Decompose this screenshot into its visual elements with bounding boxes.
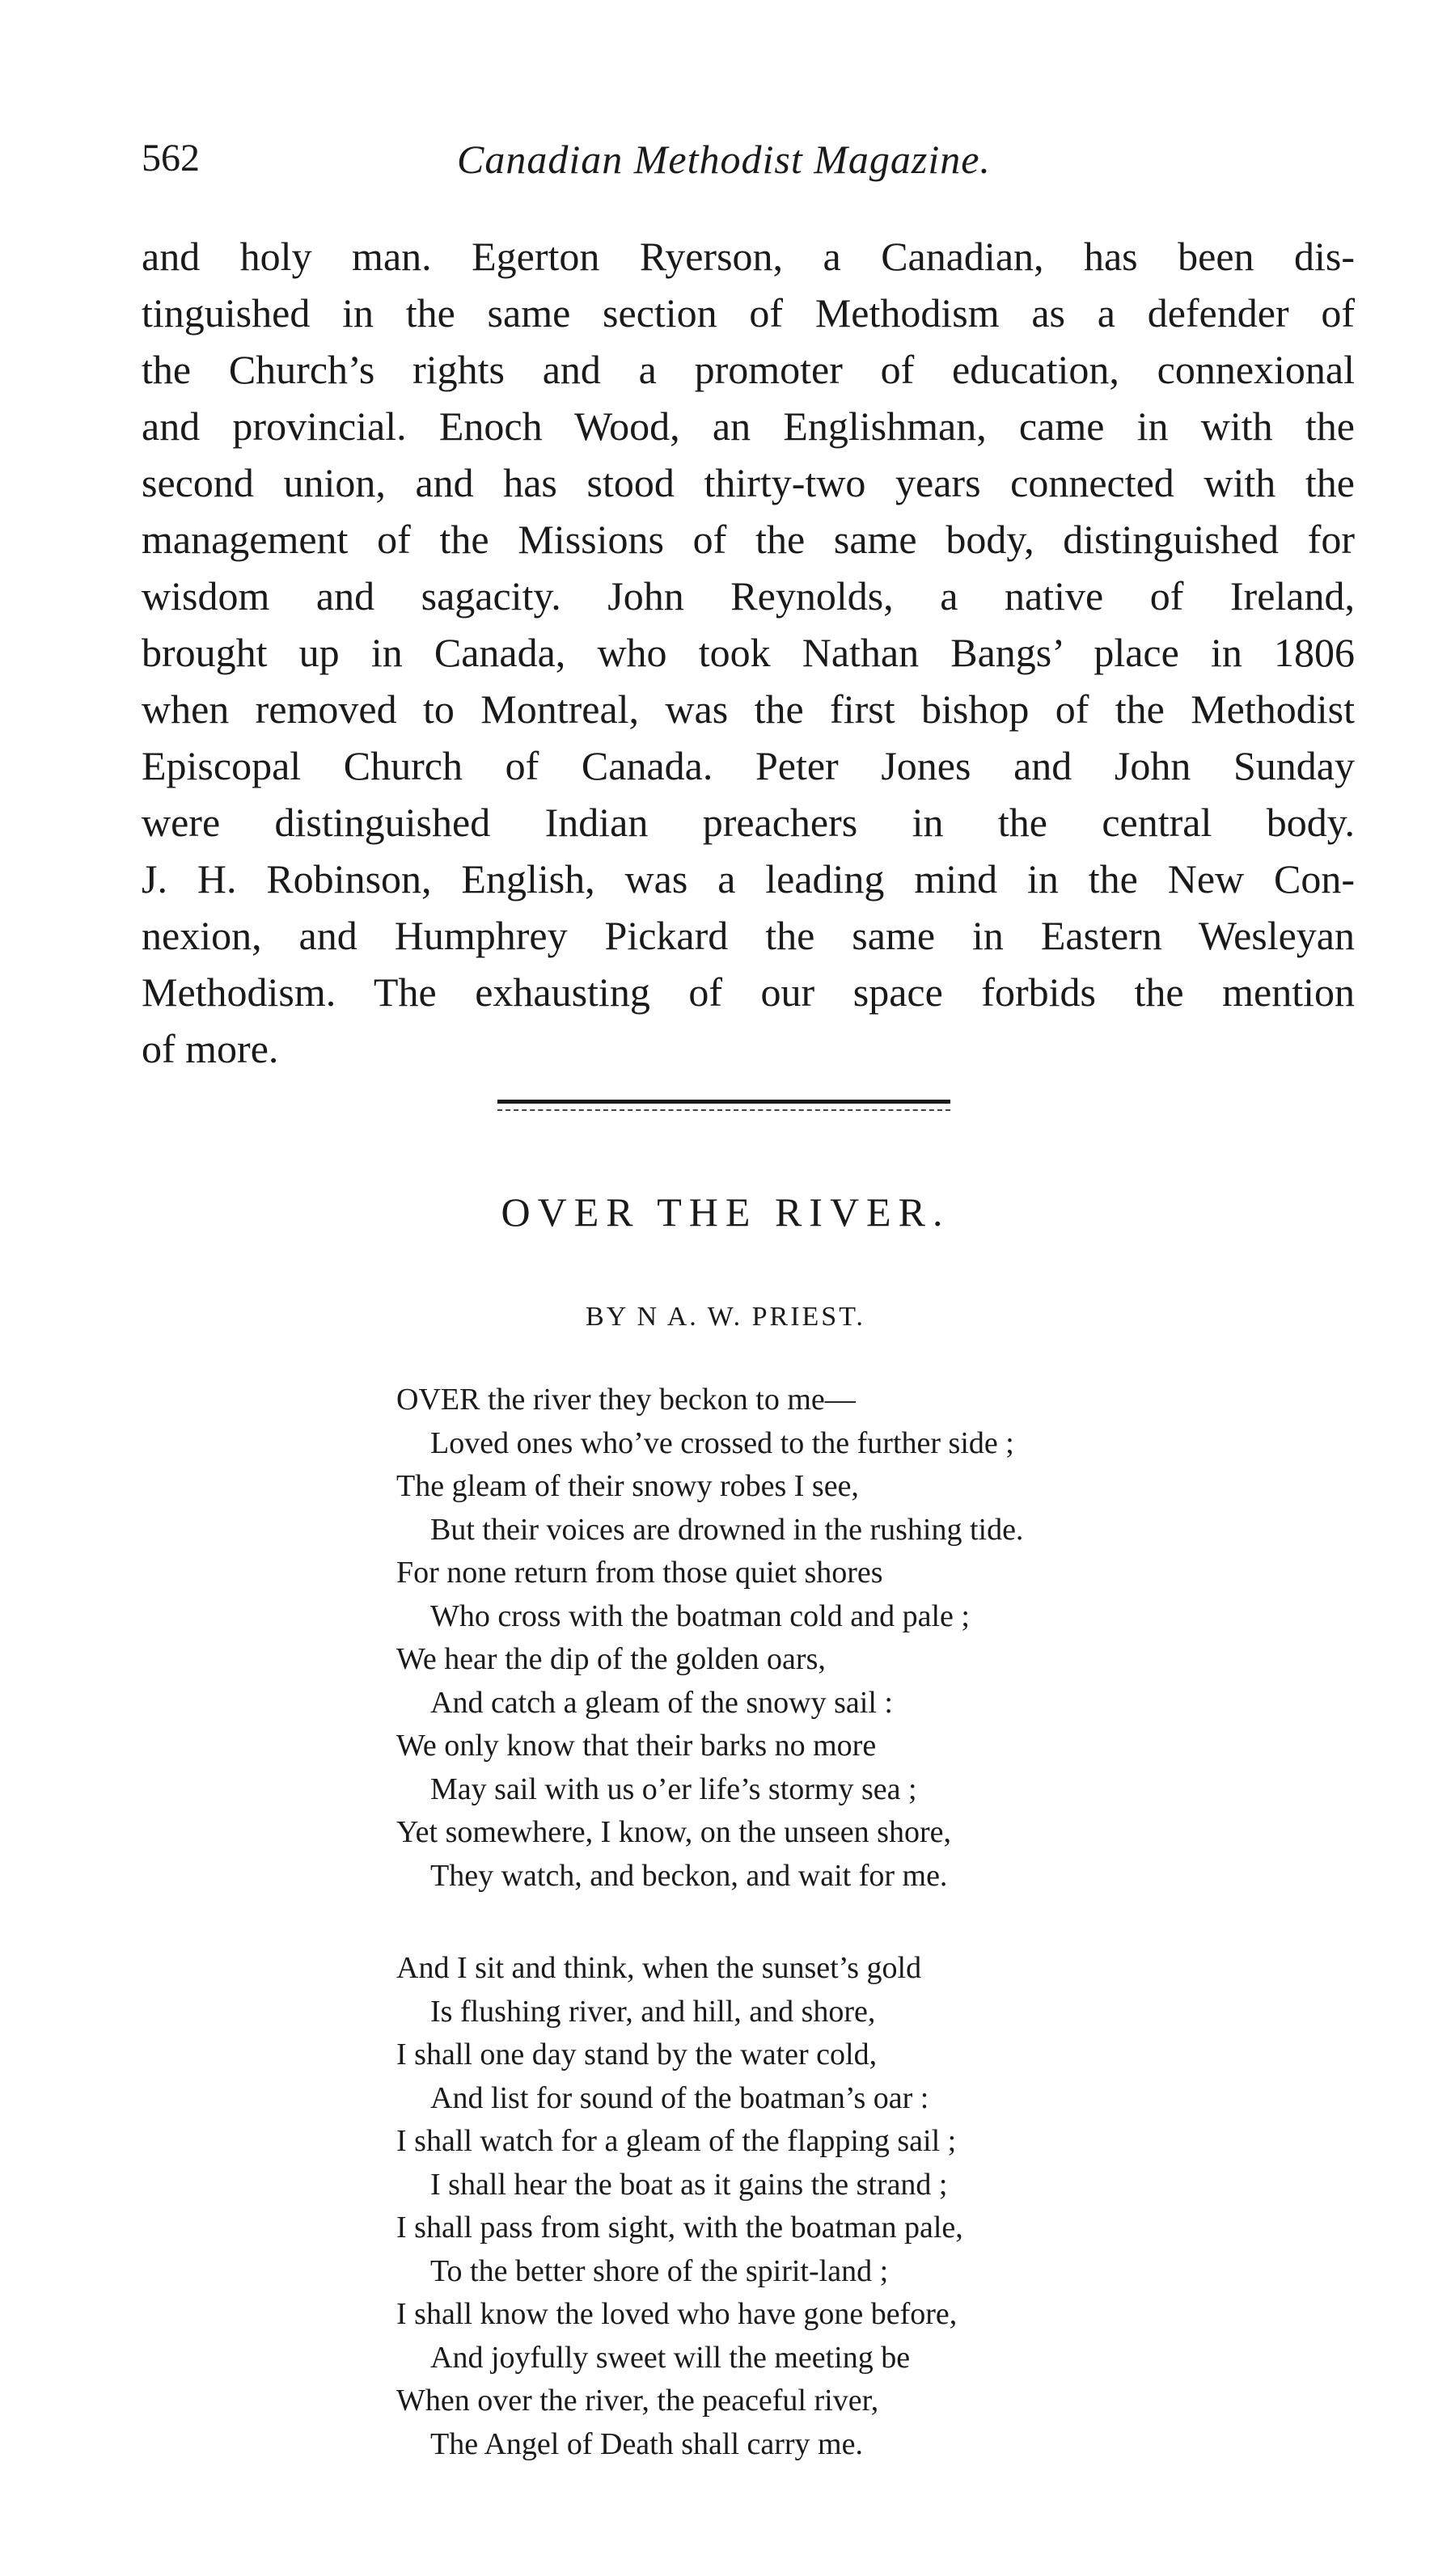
- article-line: wisdom and sagacity. John Reynolds, a native of Ireland,: [142, 573, 1355, 619]
- verse-line: When over the river, the peaceful river,: [396, 2384, 879, 2418]
- verse-line: For none return from those quiet shores: [396, 1556, 883, 1590]
- poem-stanza-1: [396, 1379, 1246, 1898]
- verse-line: We hear the dip of the golden oars,: [396, 1642, 826, 1676]
- verse-line: The Angel of Death shall carry me.: [430, 2426, 863, 2461]
- page-number: 562: [142, 137, 200, 179]
- poem-byline: BY N A. W. PRIEST.: [586, 1302, 865, 1332]
- article-line: Methodism. The exhausting of our space forbids the mention: [142, 969, 1355, 1015]
- divider-thick-line: [497, 1100, 950, 1104]
- verse-line: Loved ones who’ve crossed to the further side ;: [430, 1425, 1014, 1460]
- verse-line: To the better shore of the spirit-land ;: [430, 2253, 889, 2288]
- divider-thin-line: [497, 1109, 950, 1113]
- verse-line: I shall watch for a gleam of the flapping sail ;: [396, 2124, 957, 2158]
- verse-line: Is flushing river, and hill, and shore,: [430, 1994, 876, 2029]
- article-line: second union, and has stood thirty-two years connected with the: [142, 460, 1355, 505]
- verse-line: And list for sound of the boatman’s oar :: [430, 2080, 929, 2115]
- verse-line: Who cross with the boatman cold and pale ;: [430, 1598, 970, 1633]
- verse-line: And catch a gleam of the snowy sail :: [430, 1685, 893, 1720]
- article-text: [142, 228, 1355, 1077]
- verse-line: I shall know the loved who have gone before,: [396, 2297, 958, 2331]
- poem-title: OVER THE RIVER.: [501, 1189, 950, 1235]
- section-divider-rule: [497, 1100, 950, 1113]
- verse-line: We only know that their barks no more: [396, 1729, 877, 1763]
- article-line: tinguished in the same section of Methodism as a defender of: [142, 290, 1355, 336]
- article-line: when removed to Montreal, was the first bishop of the Methodist: [142, 686, 1355, 732]
- verse-line: I shall pass from sight, with the boatman pale,: [396, 2211, 963, 2244]
- verse-line: And I sit and think, when the sunset’s gold: [396, 1951, 922, 1985]
- article-line: nexion, and Humphrey Pickard the same in Eastern Wesleyan: [142, 913, 1355, 958]
- verse-line: I shall one day stand by the water cold,: [396, 2038, 878, 2071]
- verse-line: But their voices are drowned in the rushing tide.: [430, 1512, 1024, 1547]
- article-line: brought up in Canada, who took Nathan Bangs’ place in 1806: [142, 630, 1355, 675]
- verse-line: I shall hear the boat as it gains the strand ;: [430, 2167, 948, 2202]
- verse-line: They watch, and beckon, and wait for me.: [430, 1858, 948, 1893]
- verse-line: OVER the river they beckon to me—: [396, 1383, 856, 1417]
- running-head: [142, 136, 1322, 192]
- article-line: and holy man. Egerton Ryerson, a Canadian, has been dis-: [142, 234, 1355, 279]
- verse-line: May sail with us o’er life’s stormy sea ;: [430, 1772, 917, 1806]
- article-line: J. H. Robinson, English, was a leading mind in the New Con-: [142, 856, 1355, 902]
- article-line: were distinguished Indian preachers in the central body.: [142, 800, 1355, 845]
- article-line: the Church’s rights and a promoter of education, connexional: [142, 347, 1355, 392]
- verse-line: Yet somewhere, I know, on the unseen shore,: [396, 1815, 951, 1849]
- article-line: management of the Missions of the same body, distinguished for: [142, 517, 1355, 562]
- poem-stanza-2: [396, 1947, 1246, 2466]
- article-line: Episcopal Church of Canada. Peter Jones and John Sunday: [142, 743, 1355, 788]
- journal-title: Canadian Methodist Magazine.: [457, 137, 991, 182]
- verse-line: The gleam of their snowy robes I see,: [396, 1469, 859, 1503]
- article-line: of more.: [142, 1026, 279, 1071]
- article-line: and provincial. Enoch Wood, an Englishman, came in with the: [142, 403, 1355, 449]
- verse-line: And joyfully sweet will the meeting be: [430, 2340, 911, 2375]
